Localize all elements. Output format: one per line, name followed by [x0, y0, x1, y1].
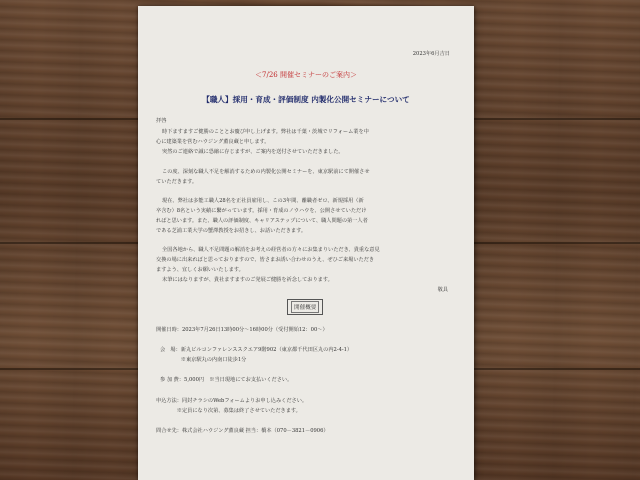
paragraph-line: 末筆にはなりますが、貴社ますますのご発展ご健勝を祈念しております。	[162, 277, 333, 283]
overview-heading	[287, 299, 323, 315]
overview-label: 開催概要	[291, 301, 319, 313]
paragraph-line: 全国各地から、職人不足問題の解消をお考えの経営者の方々にお集まりいただき、貴重な意見	[162, 247, 380, 253]
paragraph-line: 卒含む）8名という実績に繋がっています。採用・育成のノウハウを、公開させていただけ	[156, 208, 367, 214]
detail-datetime: 開催日時：2023年7月26日13時00分～16時00分（受付開始12：00～）	[156, 327, 328, 333]
paragraph-line: である芝浦工業大学の蟹澤教授をお招きし、お話いただきます。	[156, 228, 307, 234]
paragraph-line: ますよう、宜しくお願いいたします。	[156, 267, 244, 273]
paragraph-line: ていただきます。	[156, 179, 198, 185]
paragraph-line: 現在、弊社は多能工職人28名を正社員雇用し、この3年間、離職者ゼロ、新規採用（新	[162, 198, 364, 204]
detail-venue: 会 場：新丸ビルコンファレンススクエア9階902（東京都千代田区丸の内2-4-1）	[160, 347, 353, 353]
detail-fee: 参 加 費：5,000円 ※当日現地にてお支払いください。	[160, 377, 293, 383]
document-date: 2023年6月吉日	[412, 51, 450, 57]
paragraph-line: 交換の場に出来ればと思っておりますので、皆さまお誘い合わせのうえ、ぜひご来場いただき	[156, 257, 375, 263]
detail-apply: 申込方法：同封チラシのWebフォームよりお申し込みください。	[156, 398, 308, 404]
greeting: 拝啓	[156, 118, 167, 124]
detail-contact: 問合せ先：株式会社ハウジング薫良蔵 担当：橋本（070－3821－0906）	[156, 428, 329, 434]
paragraph-line: 時下ますますご健勝のこととお慶び申し上げます。弊社は千葉・茨城でリフォーム業を中	[162, 129, 369, 135]
paragraph-line: この度、深刻な職人不足を解消するための内製化公開セミナーを、東京駅前にて開催させ	[162, 169, 370, 175]
main-title: 【職人】採用・育成・評価制度 内製化公開セミナーについて	[202, 95, 410, 104]
paragraph-line: 心に建築業を営むハウジング薫良蔵と申します。	[156, 139, 270, 145]
detail-venue-note: ※東京駅丸の内南口徒歩1分	[160, 357, 247, 363]
detail-apply-note: ※定員になり次第、募集は終了させていただきます。	[156, 408, 301, 414]
seminar-title: ＜7/26 開催セミナーのご案内＞	[255, 71, 357, 79]
paragraph-line: 突然のご連絡で誠に恐縮に存じますが、ご案内を送付させていただきました。	[162, 149, 344, 155]
closing: 敬具	[437, 287, 448, 293]
paper-sheet	[138, 6, 474, 480]
paragraph-line: ればと思います。また、職人の評価制度、キャリアステップについて、職人問題の第一人者	[156, 218, 368, 224]
